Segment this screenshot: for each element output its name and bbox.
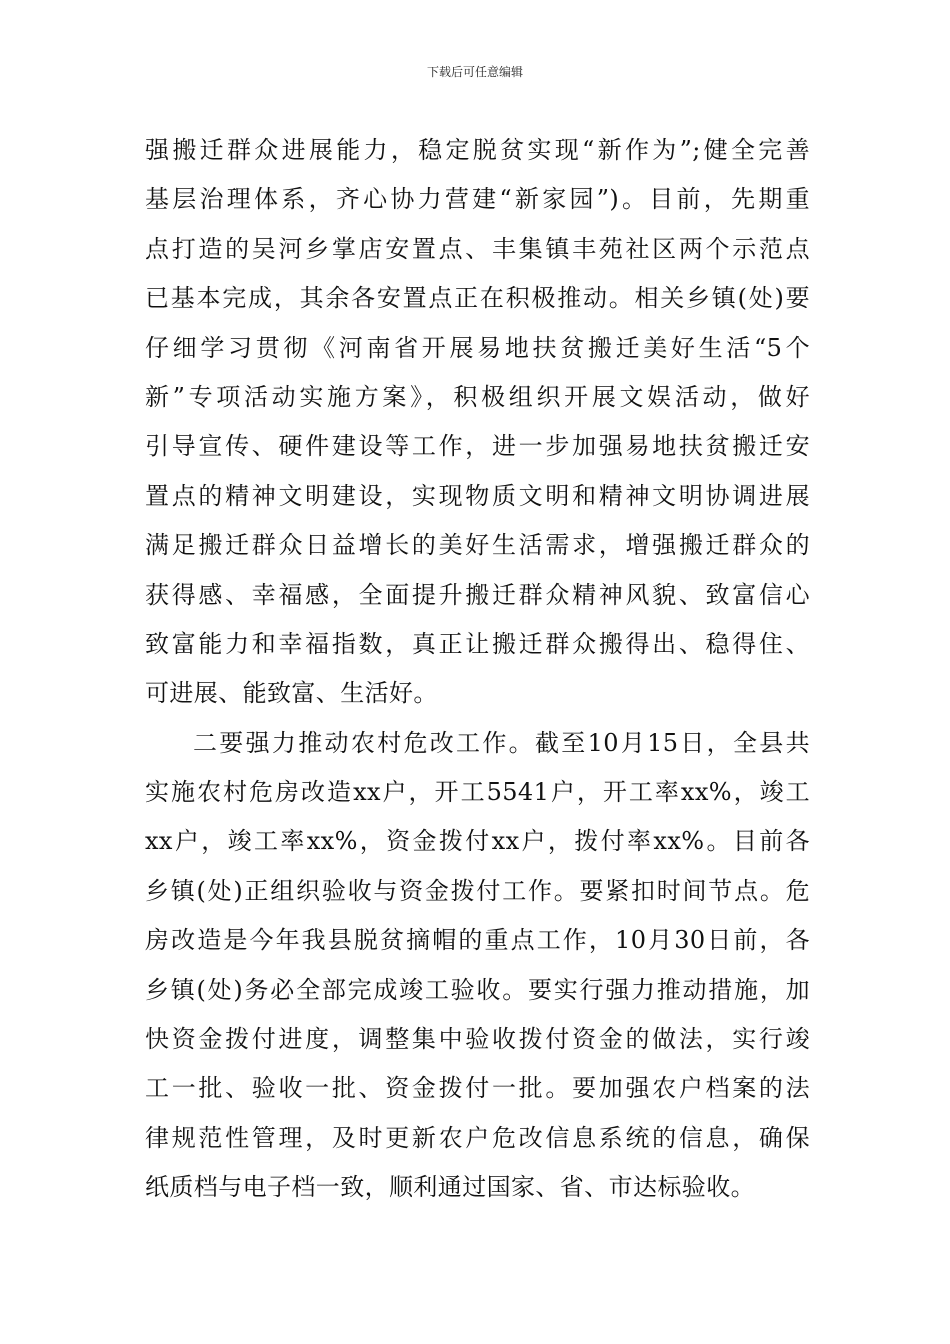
- text-line: 点打造的吴河乡掌店安置点、丰集镇丰苑社区两个示范点: [145, 234, 810, 263]
- text-line: 乡镇(处)正组织验收与资金拨付工作。要紧扣时间节点。危: [145, 876, 810, 905]
- text-line: 律规范性管理，及时更新农户危改信息系统的信息，确保: [145, 1123, 810, 1152]
- paragraph-start-line: 二要强力推动农村危改工作。截至10月15日，全县共: [193, 728, 810, 757]
- text-line: 实施农村危房改造xx户，开工5541户，开工率xx%，竣工: [145, 778, 810, 807]
- text-line: 置点的精神文明建设，实现物质文明和精神文明协调进展: [145, 481, 810, 510]
- text-line: 乡镇(处)务必全部完成竣工验收。要实行强力推动措施，加: [145, 975, 810, 1004]
- text-line: 仔细学习贯彻《河南省开展易地扶贫搬迁美好生活“5个: [145, 333, 810, 362]
- text-line: 致富能力和幸福指数，真正让搬迁群众搬得出、稳得住、: [145, 629, 810, 658]
- document-body: [145, 126, 810, 1213]
- text-line: 已基本完成，其余各安置点正在积极推动。相关乡镇(处)要: [145, 284, 810, 313]
- text-line: 引导宣传、硬件建设等工作，进一步加强易地扶贫搬迁安: [145, 432, 810, 461]
- text-line: 满足搬迁群众日益增长的美好生活需求，增强搬迁群众的: [145, 531, 810, 560]
- text-line: 快资金拨付进度，调整集中验收拨付资金的做法，实行竣: [145, 1025, 810, 1054]
- page-header: 下载后可任意编辑: [426, 65, 523, 79]
- text-line: 可进展、能致富、生活好。: [145, 679, 438, 708]
- text-line: xx户，竣工率xx%，资金拨付xx户，拨付率xx%。目前各: [145, 827, 810, 856]
- text-line: 基层治理体系，齐心协力营建“新家园”)。目前，先期重: [145, 185, 810, 214]
- text-line: 纸质档与电子档一致，顺利通过国家、省、市达标验收。: [145, 1173, 755, 1202]
- text-line: 新”专项活动实施方案》，积极组织开展文娱活动，做好: [145, 382, 810, 411]
- text-line: 工一批、验收一批、资金拨付一批。要加强农户档案的法: [145, 1074, 810, 1103]
- text-line: 强搬迁群众进展能力，稳定脱贫实现“新作为”;健全完善: [145, 136, 810, 164]
- text-line: 房改造是今年我县脱贫摘帽的重点工作，10月30日前，各: [145, 926, 810, 955]
- text-line: 获得感、幸福感，全面提升搬迁群众精神风貌、致富信心: [145, 580, 810, 609]
